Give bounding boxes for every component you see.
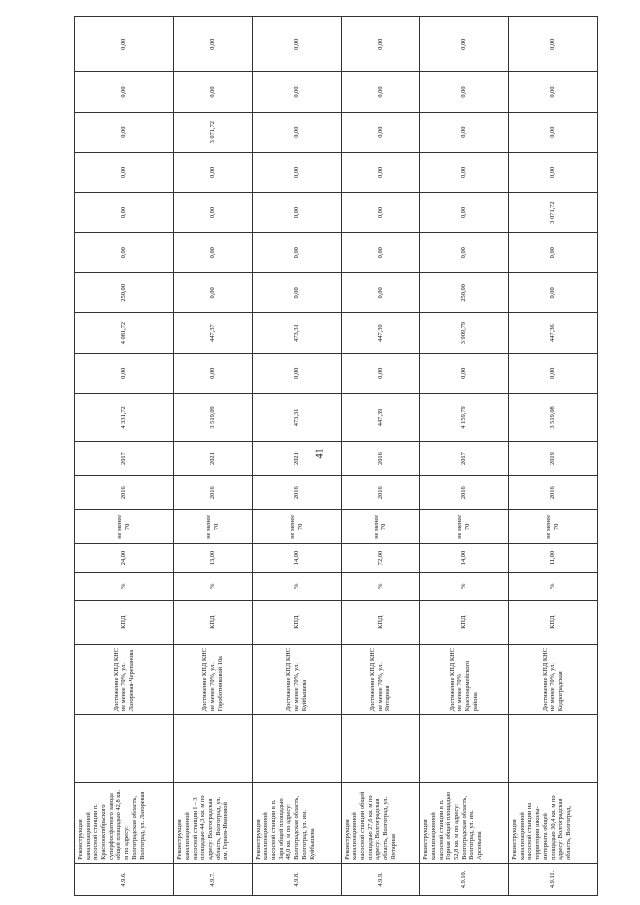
- cell-v8: 0,00: [75, 72, 174, 112]
- cell-v3: 250,00: [420, 273, 509, 313]
- cell-unit: %: [75, 572, 174, 600]
- cell-end: 2021: [174, 442, 253, 476]
- cell-v7: 0,00: [75, 112, 174, 152]
- cell-v4: 0,00: [509, 233, 598, 273]
- cell-unit: %: [252, 572, 341, 600]
- cell-v8: 0,00: [341, 72, 420, 112]
- cell-v1: 0,00: [75, 353, 174, 393]
- cell-v6: 0,00: [252, 152, 341, 192]
- cell-blank: [75, 715, 174, 783]
- cell-blank: [420, 715, 509, 783]
- cell-name: Реконструкция канализационной насосной станции в п. Горная общей площадью 52,8 кв. м по адресу: Волгоградская область, Волгоград, ул. им. Арсеньева: [420, 783, 509, 863]
- cell-total: 4 331,72: [75, 393, 174, 441]
- cell-indicator: КПД: [420, 600, 509, 644]
- cell-v2: 447,39: [341, 313, 420, 353]
- cell-v5: 0,00: [341, 192, 420, 232]
- cell-num: 4.9.9.: [341, 863, 420, 895]
- cell-v9: 0,00: [75, 17, 174, 72]
- cell-indicator: КПД: [252, 600, 341, 644]
- cell-v5: 0,00: [75, 192, 174, 232]
- cell-start: 2016: [509, 476, 598, 510]
- table-row: [509, 17, 598, 896]
- cell-end: 2017: [75, 442, 174, 476]
- table-row: [420, 17, 509, 896]
- cell-indicator: КПД: [509, 600, 598, 644]
- cell-v6: 0,00: [420, 152, 509, 192]
- cell-goal: Достижение КПД КНС не менее 70%, ул. Гороботниковой 10а: [174, 644, 253, 714]
- cell-unit: %: [174, 572, 253, 600]
- cell-goal: Достижение КПД КНС не менее 70%, ул. Куйбышева: [252, 644, 341, 714]
- cell-target: не менее 70: [174, 510, 253, 544]
- cell-name: Реконструкция канализационной насосной станции I – 3 площадью 44,3 кв. м по адресу: Волгоградская область, Волгоград, ул. им. Героев-Ивановой: [174, 783, 253, 863]
- cell-v9: 0,00: [420, 17, 509, 72]
- cell-total: 3 519,09: [174, 393, 253, 441]
- table-body: [75, 17, 598, 896]
- cell-v3: 0,00: [341, 273, 420, 313]
- cell-v2: 473,31: [252, 313, 341, 353]
- cell-start: 2016: [420, 476, 509, 510]
- cell-v5: 3 071,72: [509, 192, 598, 232]
- cell-v6: 0,00: [174, 152, 253, 192]
- cell-base: 72,00: [341, 544, 420, 572]
- cell-v2: 447,37: [174, 313, 253, 353]
- cell-v1: 0,00: [420, 353, 509, 393]
- cell-target: не менее 70: [420, 510, 509, 544]
- cell-v9: 0,00: [509, 17, 598, 72]
- cell-name: Реконструкция канализационной насосной станции на территории школы-интерната общей площадью 30,4 кв. м по адресу: Волгоградская область, Волгоград,: [509, 783, 598, 863]
- cell-blank: [509, 715, 598, 783]
- cell-num: 4.9.11.: [509, 863, 598, 895]
- cell-base: 13,00: [174, 544, 253, 572]
- cell-start: 2016: [341, 476, 420, 510]
- cell-v6: 0,00: [341, 152, 420, 192]
- cell-v2: 447,36: [509, 313, 598, 353]
- cell-indicator: КПД: [75, 600, 174, 644]
- cell-target: не менее 70: [509, 510, 598, 544]
- cell-v7: 0,00: [509, 112, 598, 152]
- cell-num: 4.9.8.: [252, 863, 341, 895]
- cell-v1: 0,00: [174, 353, 253, 393]
- cell-v4: 0,00: [420, 233, 509, 273]
- cell-target: не менее 70: [341, 510, 420, 544]
- cell-v8: 0,00: [509, 72, 598, 112]
- cell-v7: 0,00: [420, 112, 509, 152]
- cell-goal: Достижение КПД КНС не менее 70%, ул. Кедроградская: [509, 644, 598, 714]
- cell-total: 4 159,79: [420, 393, 509, 441]
- cell-unit: %: [509, 572, 598, 600]
- cell-name: Реконструкция канализационной насосной станции в п. Заря общей площадью 48,0 кв. м по адресу: Волгоградская область, Волгоград, ул. им. Куйбышева: [252, 783, 341, 863]
- cell-v7: 0,00: [252, 112, 341, 152]
- cell-base: 14,00: [252, 544, 341, 572]
- cell-v8: 0,00: [252, 72, 341, 112]
- cell-v3: 0,00: [509, 273, 598, 313]
- cell-target: не менее 70: [252, 510, 341, 544]
- cell-unit: %: [420, 572, 509, 600]
- cell-blank: [252, 715, 341, 783]
- page-number-text: 41: [314, 448, 326, 459]
- cell-blank: [341, 715, 420, 783]
- cell-goal: Достижение КПД КНС не менее 70%, ул. Лазоревая-Черепанова: [75, 644, 174, 714]
- cell-v4: 0,00: [174, 233, 253, 273]
- cell-v5: 0,00: [420, 192, 509, 232]
- cell-num: 4.9.6.: [75, 863, 174, 895]
- cell-base: 11,00: [509, 544, 598, 572]
- cell-end: 2016: [341, 442, 420, 476]
- cell-num: 4.9.10.: [420, 863, 509, 895]
- cell-v5: 0,00: [174, 192, 253, 232]
- cell-target: не менее 70: [75, 510, 174, 544]
- cell-v6: 0,00: [509, 152, 598, 192]
- cell-start: 2016: [174, 476, 253, 510]
- cell-v7: 3 071,72: [174, 112, 253, 152]
- cell-v1: 0,00: [509, 353, 598, 393]
- cell-indicator: КПД: [174, 600, 253, 644]
- cell-num: 4.9.7.: [174, 863, 253, 895]
- cell-blank: [174, 715, 253, 783]
- cell-v6: 0,00: [75, 152, 174, 192]
- cell-v4: 0,00: [75, 233, 174, 273]
- cell-v4: 0,00: [252, 233, 341, 273]
- cell-v9: 0,00: [174, 17, 253, 72]
- cell-end: 2019: [509, 442, 598, 476]
- cell-end: 2017: [420, 442, 509, 476]
- cell-goal: Достижение КПД КНС не менее 70%, ул. Янтарная: [341, 644, 420, 714]
- cell-total: 473,31: [252, 393, 341, 441]
- cell-v1: 0,00: [252, 353, 341, 393]
- cell-end: 2021: [252, 442, 341, 476]
- cell-v2: 3 909,79: [420, 313, 509, 353]
- cell-v9: 0,00: [341, 17, 420, 72]
- cell-base: 14,00: [420, 544, 509, 572]
- table-row: [174, 17, 253, 896]
- cell-v2: 4 081,72: [75, 313, 174, 353]
- cell-v8: 0,00: [420, 72, 509, 112]
- cell-v4: 0,00: [341, 233, 420, 273]
- cell-v3: 0,00: [252, 273, 341, 313]
- cell-name: Реконструкция канализационной насосной станции общей площадью 27,6 кв. м по адресу: Волгоградская область, Волгоград, ул. Янтарная: [341, 783, 420, 863]
- cell-v5: 0,00: [252, 192, 341, 232]
- cell-start: 2016: [252, 476, 341, 510]
- cell-indicator: КПД: [341, 600, 420, 644]
- cell-v9: 0,00: [252, 17, 341, 72]
- program-table: [74, 16, 598, 896]
- table-row: [252, 17, 341, 896]
- cell-v8: 0,00: [174, 72, 253, 112]
- cell-unit: %: [341, 572, 420, 600]
- cell-total: 3 519,08: [509, 393, 598, 441]
- cell-goal: Достижение КПД КНС не менее 70% Красноармейского района: [420, 644, 509, 714]
- table-row: [75, 17, 174, 896]
- cell-total: 447,39: [341, 393, 420, 441]
- rotated-table-wrapper: [74, 16, 598, 896]
- cell-v3: 0,00: [174, 273, 253, 313]
- table-row: [341, 17, 420, 896]
- cell-start: 2016: [75, 476, 174, 510]
- cell-v7: 0,00: [341, 112, 420, 152]
- cell-v1: 0,00: [341, 353, 420, 393]
- cell-name: Реконструкция канализационной насосной станции п. Краснооктябрьского суперфосфатного завода общей площадью 42,8 кв. м по адресу: Волгоградская область, Волгоград, ул. Лазоревая: [75, 783, 174, 863]
- cell-v3: 250,00: [75, 273, 174, 313]
- cell-base: 24,00: [75, 544, 174, 572]
